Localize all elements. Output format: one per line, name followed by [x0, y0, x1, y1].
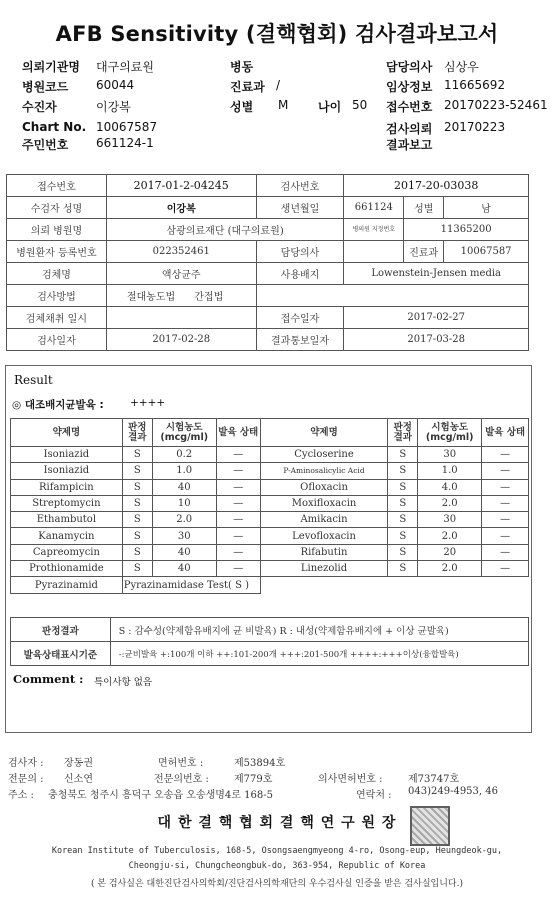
- judge: S: [388, 528, 418, 544]
- conc: 0.2: [152, 447, 216, 463]
- tester-label: 검사자 :: [8, 758, 44, 769]
- header-hospital-label: 의뢰기관명: [22, 60, 80, 74]
- col-judge-left: 판정 결과: [122, 419, 152, 447]
- growth: —: [482, 561, 529, 577]
- growth: —: [216, 463, 260, 479]
- drug-name: Ethambutol: [11, 512, 123, 528]
- judge: S: [122, 544, 152, 560]
- conc: 40: [152, 544, 216, 560]
- growth: —: [482, 512, 529, 528]
- conc: 2.0: [152, 512, 216, 528]
- header-ward-label: 병동: [230, 60, 254, 74]
- judge: S: [388, 495, 418, 511]
- header-code-label: 병원코드: [22, 80, 69, 94]
- growth: —: [216, 479, 260, 495]
- medium-label: 사용배지: [256, 263, 344, 285]
- dept: 10067587: [444, 241, 529, 263]
- judge: S: [122, 561, 152, 577]
- name-label: 수검자 성명: [7, 197, 107, 219]
- drug-name: Streptomycin: [11, 495, 123, 511]
- judge: S: [388, 447, 418, 463]
- drug-name: Capreomycin: [11, 544, 123, 560]
- certification-note: ( 본 검사실은 대한진단검사의학회/진단검사의학재단의 우수검사실 인증을 받은 검사실입니다.): [90, 879, 463, 889]
- header-recipient-label: 수진자: [22, 100, 57, 114]
- judge: S: [122, 479, 152, 495]
- table-row: [11, 463, 529, 479]
- drug-name: Levofloxacin: [260, 528, 388, 544]
- growth: —: [216, 528, 260, 544]
- specialist: 신소연: [64, 774, 93, 785]
- address-label: 주소 :: [8, 790, 34, 801]
- birth: 661124: [344, 197, 404, 219]
- contact: 043)249-4953, 46: [408, 786, 498, 797]
- col-conc-left: 시험농도 (mcg/ml): [152, 419, 216, 447]
- conc: 2.0: [418, 528, 482, 544]
- judge: S: [122, 528, 152, 544]
- comment-label: Comment :: [13, 672, 84, 686]
- table-row: [11, 479, 529, 495]
- reg: 022352461: [106, 241, 256, 263]
- receipt-no-label: 접수번호: [7, 175, 107, 197]
- header-dept-label: 진료과: [230, 80, 265, 94]
- header-clinic-label: 임상정보: [386, 80, 433, 94]
- header-doctor-label: 담당의사: [386, 60, 433, 74]
- method-label: 검사방법: [7, 285, 107, 307]
- address: 충청북도 청주시 흥덕구 오송읍 오송생명4로 168-5: [48, 790, 273, 801]
- pza-test: Pyrazinamidase Test( S ): [122, 577, 260, 593]
- drug-name: Isoniazid: [11, 447, 123, 463]
- table-row: [11, 512, 529, 528]
- judge: S: [388, 512, 418, 528]
- drug-name: Linezolid: [260, 561, 388, 577]
- conc: 1.0: [418, 463, 482, 479]
- dept-label: 진료과: [404, 241, 444, 263]
- header-request: 20170223: [444, 120, 506, 134]
- drug-name: Isoniazid: [11, 463, 123, 479]
- conc: 30: [152, 528, 216, 544]
- specimen: 액상균주: [106, 263, 256, 285]
- table-row: [11, 577, 529, 593]
- conc: 10: [152, 495, 216, 511]
- table-row: [11, 561, 529, 577]
- judge: S: [122, 495, 152, 511]
- result-heading: Result: [14, 373, 53, 387]
- header-resident: 661124-1: [96, 136, 154, 150]
- growth: —: [482, 528, 529, 544]
- drug-name: Amikacin: [260, 512, 388, 528]
- header-request-label: 검사의뢰: [386, 122, 433, 136]
- judge: S: [388, 544, 418, 560]
- table-row: [11, 544, 529, 560]
- header-age-label: 나이: [318, 100, 342, 114]
- method: [106, 285, 256, 307]
- judge-label: 판정결과: [11, 618, 111, 642]
- contact-label: 연락처 :: [356, 790, 392, 801]
- table-row: [11, 447, 529, 463]
- lic1: 제53894호: [234, 758, 286, 769]
- reported: 2017-03-28: [344, 329, 529, 351]
- header-resident-label: 주민번호: [22, 138, 69, 152]
- header-age: 50: [352, 98, 368, 112]
- collect-label: 검체채취 일시: [7, 307, 107, 329]
- header-code: 60044: [96, 78, 135, 92]
- header-clinic: 11665692: [444, 78, 506, 92]
- judge-text: S : 감수성(약제함유배지에 균 비발육) R : 내성(약제함유배지에 + 이상 균발육): [110, 618, 528, 642]
- tested: 2017-02-28: [106, 329, 256, 351]
- control-label: ◎ 대조배지균발육 :: [12, 399, 104, 411]
- header-dept: /: [276, 78, 281, 92]
- tester: 장동권: [64, 758, 93, 769]
- col-conc-right: 시험농도 (mcg/ml): [418, 419, 482, 447]
- report-title: AFB Sensitivity (결핵협회) 검사결과보고서: [55, 22, 499, 46]
- specialist-label: 전문의 :: [8, 774, 44, 785]
- growth-label: 발육상태표시기준: [11, 642, 111, 666]
- drug-name: Moxifloxacin: [260, 495, 388, 511]
- test-no-label: 검사번호: [256, 175, 344, 197]
- growth: —: [216, 495, 260, 511]
- hosp-code: 11365200: [404, 219, 529, 241]
- table-row: [11, 528, 529, 544]
- header-hospital: 대구의료원: [96, 60, 154, 74]
- growth: —: [216, 544, 260, 560]
- received: 2017-02-27: [344, 307, 529, 329]
- judge: S: [388, 561, 418, 577]
- table-row: [11, 495, 529, 511]
- judge: S: [122, 447, 152, 463]
- header-sex: M: [278, 98, 289, 112]
- conc: 2.0: [418, 495, 482, 511]
- col-drug-left: 약제명: [11, 419, 123, 447]
- received-label: 접수일자: [256, 307, 344, 329]
- growth: —: [482, 447, 529, 463]
- org-name: 대 한 결 핵 협 회 결 핵 연 구 원 장: [157, 815, 397, 831]
- hospital-label: 의뢰 병원명: [7, 219, 107, 241]
- col-drug-right: 약제명: [260, 419, 388, 447]
- growth: —: [482, 495, 529, 511]
- sex: 남: [444, 197, 529, 219]
- specimen-info-table: [6, 174, 529, 351]
- conc: 30: [418, 512, 482, 528]
- conc: 40: [152, 479, 216, 495]
- conc: 4.0: [418, 479, 482, 495]
- drug-sensitivity-table: [10, 418, 529, 594]
- header-doctor: 심상우: [444, 60, 479, 74]
- header-result-label: 결과보고: [386, 138, 433, 152]
- growth: —: [216, 561, 260, 577]
- pza-drug: Pyrazinamid: [11, 577, 123, 593]
- tested-label: 검사일자: [7, 329, 107, 351]
- drug-name: Rifampicin: [11, 479, 123, 495]
- conc: 1.0: [152, 463, 216, 479]
- conc: 2.0: [418, 561, 482, 577]
- sex-label: 성별: [404, 197, 444, 219]
- conc: 30: [418, 447, 482, 463]
- specimen-label: 검체명: [7, 263, 107, 285]
- doctor: [344, 241, 404, 263]
- drug-name: Prothionamide: [11, 561, 123, 577]
- birth-label: 생년월일: [256, 197, 344, 219]
- receipt-no: 2017-01-2-04245: [106, 175, 256, 197]
- growth-text: -:균비발육 +:100개 이하 ++:101-200개 +++:201-500개 ++++:+++이상(융합발육): [110, 642, 528, 666]
- control-value: ++++: [130, 397, 166, 409]
- lic3: 제73747호: [408, 774, 460, 785]
- growth: —: [216, 512, 260, 528]
- address-en-1: Korean Institute of Tuberculosis, 168-5, Osongsaengmyeong 4-ro, Osong-eup, Heungdeok-gu,: [51, 846, 503, 856]
- col-growth-left: 발육 상태: [216, 419, 260, 447]
- conc: 20: [418, 544, 482, 560]
- growth: —: [482, 479, 529, 495]
- drug-name: Kanamycin: [11, 528, 123, 544]
- address-en-2: Cheongju-si, Chungcheongbuk-do, 363-954, Republic of Korea: [128, 861, 426, 871]
- header-receipt-label: 접수번호: [386, 100, 433, 114]
- hospital: 삼광의료재단 (대구의료원): [106, 219, 344, 241]
- drug-name: P-Aminosalicylic Acid: [260, 463, 388, 479]
- collect: [106, 307, 256, 329]
- col-judge-right: 판정 결과: [388, 419, 418, 447]
- judgment-legend-table: [10, 617, 529, 666]
- reported-label: 결과통보일자: [256, 329, 344, 351]
- pza-blank: [260, 577, 528, 593]
- growth: —: [216, 447, 260, 463]
- header-chart: 10067587: [96, 120, 158, 134]
- judge: S: [122, 512, 152, 528]
- reg-label: 병원환자 등록번호: [7, 241, 107, 263]
- lic2: 제779호: [234, 774, 273, 785]
- method-blank: [256, 285, 528, 307]
- patient-name: 이강복: [106, 197, 256, 219]
- drug-name: Rifabutin: [260, 544, 388, 560]
- method-2: 간접법: [194, 292, 224, 303]
- hosp-code-label: 병의원 지정번호: [344, 219, 404, 241]
- header-recipient: 이강복: [96, 100, 131, 114]
- medium: Lowenstein-Jensen media: [344, 263, 529, 285]
- test-no: 2017-20-03038: [344, 175, 529, 197]
- growth: —: [482, 544, 529, 560]
- header-sex-label: 성별: [230, 100, 254, 114]
- lic3-label: 의사면허번호 :: [318, 774, 383, 785]
- judge: S: [122, 463, 152, 479]
- lic2-label: 전문의번호 :: [154, 774, 209, 785]
- judge: S: [388, 463, 418, 479]
- drug-name: Cycloserine: [260, 447, 388, 463]
- conc: 40: [152, 561, 216, 577]
- header-chart-label: Chart No.: [22, 120, 87, 134]
- lic1-label: 면허번호 :: [158, 758, 204, 769]
- comment: 특이사항 없음: [94, 677, 153, 688]
- col-growth-right: 발육 상태: [482, 419, 529, 447]
- header-receipt: 20170223-52461: [444, 98, 548, 112]
- method-1: 절대농도법: [126, 292, 176, 303]
- judge: S: [388, 479, 418, 495]
- growth: —: [482, 463, 529, 479]
- drug-name: Ofloxacin: [260, 479, 388, 495]
- doctor-label: 담당의사: [256, 241, 344, 263]
